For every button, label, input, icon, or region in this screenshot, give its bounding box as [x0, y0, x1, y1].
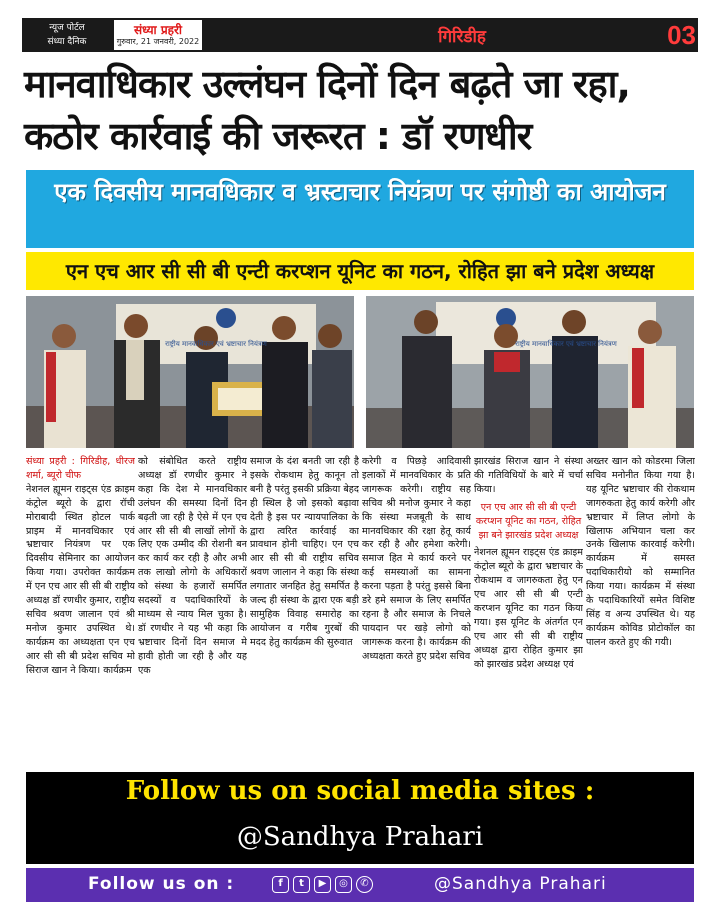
article-text: अख्तर खान को कोडरमा जिला सचिव मनोनीत किया गया है। यह यूनिट भ्रष्टाचार की रोकथाम जागरुकता हेतु कार्य करेगी और भ्रष्टाचार में लिप्त लोगो के खिलाफ अभियान चला कर उनके खिलाफ कारवाई करेगी। कार्यक्रम में समस्त पदाधिकारीयो को सम्मानित किया गया। कार्यक्रम में संस्था के पदाधिकारियों समेत विशिष्ट सिंह व अन्य उपस्थित थे। यह कार्यक्रम कोविड प्रोटोकॉल का पालन करते हुए की गयी। — [586, 456, 695, 648]
issue-date: गुरुवार, 21 जनवरी, 2022 — [116, 37, 200, 46]
article-body — [26, 455, 694, 767]
youtube-icon[interactable]: ▶ — [314, 876, 331, 893]
article-column-5 — [474, 455, 583, 767]
article-text: को संबोधित करते राष्ट्रीय अध्यक्ष डॉ रणधीर कुमार ने कहा कि देश मे मानवधिकार उलंघन की समस्या दिनों दिन बढ़ती जा रही है ऐसे में एन एच आर सी सी बी लाखों लोगों के लिए एक उम्मीद की रोशनी बन कर कार्य कर रही है और अभी तक लाखो लोगो के अधिकारों को संस्था के हजारों समर्पित सदस्यों व पदाधिकारियों के माध्यम से न्याय मिल चुका है। डॉ रणधीर ने यह भी कहा कि भ्रष्टाचार दिनों दिन समाज मे हावी होती जा रही है और यह एक — [138, 456, 247, 676]
instagram-icon[interactable]: ◎ — [335, 876, 352, 893]
photo-left-banner: राष्ट्रीय मानवाधिकार एवं भ्रष्टाचार नियंत्रण — [165, 340, 267, 348]
article-column-3 — [250, 455, 359, 767]
article-column-6 — [586, 455, 695, 767]
subhead-blue-text: एक दिवसीय मानवधिकार व भ्रस्टाचार नियंत्रण पर संगोष्ठी का आयोजन — [54, 178, 666, 206]
whatsapp-icon[interactable]: ✆ — [356, 876, 373, 893]
headline: मानवाधिकार उल्लंघन दिनों दिन बढ़ते जा रहा, कठोर कार्रवाई की जरूरत : डॉ रणधीर — [24, 62, 630, 158]
photo-left-illustration — [26, 296, 354, 448]
article-text: नेशनल ह्यूमन राइट्स एंड क्राइम कंट्रोल ब्यूरो के द्वारा रॉची मोराबादी स्थित होटल पार्क प्राइम में मानवधिकार एवं भ्रष्टाचार नियंत्रण पर एक दिवसीय सेमिनार का आयोजन किया गया। उपरोक्त कार्यक्रम में एन एच आर सी सी बी राष्ट्रीय अध्यक्ष डॉ रणधीर कुमार, राष्ट्रीय सचिव श्रवण जालान एवं श्री मनोज कुमार उपस्थित थे। कार्यक्रम का अध्यक्षता एन एच आर सी सी बी प्रदेश सचिव मो सिराज खान ने किया। कार्यक्रम — [26, 483, 135, 676]
article-text: समाज के दंश बनती जा रही है इसके रोकथाम हेतु कानून तो बनी है परंतु इसकी प्रक्रिया बेहद ही स्थिल है जो इसको बढ़ावा देती है इस पर न्यायपालिका के द्वारा त्वरित कार्रवाई का प्रावधान होनी चाहिए। एन एच आर सी सी बी राष्ट्रीय सचिव श्रवण जालान ने कहा कि संस्था लगातार जनहित हेतु समर्पित है जल्द ही संस्था के द्वारा एक बड़ी सामुहिक विवाह समारोह का आयोजन व गरीब गुरबों की मदद हेतु कार्यक्रम की सुरुवात — [250, 456, 359, 648]
subhead-yellow-band — [26, 252, 694, 290]
masthead — [22, 18, 698, 52]
social-banner-title: Follow us on social media sites : — [125, 776, 595, 806]
page-number: 03 — [667, 20, 696, 50]
photo-right-illustration — [366, 296, 694, 448]
social-banner — [26, 772, 694, 864]
photo-right-banner: राष्ट्रीय मानवाधिकार एवं भ्रष्टाचार नियंत्रण — [515, 340, 617, 348]
article-highlight: एन एच आर सी सी बी एन्टी करप्शन यूनिट का गठन, रोहित झा बने झारखंड प्रदेश अध्यक्ष — [475, 501, 582, 541]
facebook-icon[interactable]: f — [272, 876, 289, 893]
follow-label: Follow us on : — [88, 874, 235, 894]
tagline-top: न्यूज पोर्टल — [49, 23, 85, 33]
tagline-bottom: संध्या दैनिक — [47, 37, 87, 47]
follow-handle[interactable]: @Sandhya Prahari — [434, 874, 607, 894]
follow-bar — [26, 868, 694, 902]
article-column-2 — [138, 455, 247, 767]
byline: संध्या प्रहरी : गिरिडीह, धीरज शर्मा, ब्यूरो चीफ — [26, 456, 135, 481]
brand-box — [114, 20, 202, 50]
article-text: करेगी व पिछड़े आदिवासी इलाकों में मानवधिकार के प्रति जागरूक करेगी। राष्ट्रीय सह सचिव श्री मनोज कुमार ने कहा कि संस्था मजबूती के साथ मानवधिकार की रक्षा हेतू कार्य कर रही है और हमेशा करेगी। समाज हित मे कार्य करने पर कई समस्याओं का सामना करना पड़ता है परंतु इससे बिना डरे हमे समाज के लिए समर्पित रहना है और समाज के निचले पायदान पर खड़े लोगो को जागरूक करना है। कार्यक्रम की अध्यक्षता करते हुए प्रदेश सचिव — [362, 456, 471, 662]
article-text: झारखंड सिराज खान ने संस्था की गतिविधियों के बारे में चर्चा किया। — [474, 456, 583, 495]
social-banner-handle[interactable]: @Sandhya Prahari — [236, 822, 484, 852]
brand-name: संध्या प्रहरी — [133, 23, 183, 37]
subhead-blue-band — [26, 170, 694, 248]
section-name: गिरिडीह — [438, 27, 486, 47]
article-text: नेशनल ह्यूमन राइट्स एंड क्राइम कंट्रोल ब्यूरो के द्वारा भ्रष्टाचार के रोकथाम व जागरुकता हेतु एन एच आर सी सी बी एन्टी करप्शन यूनिट का गठन किया गया। इस यूनिट के अंतर्गत एन एच आर सी सी बी राष्ट्रीय अध्यक्ष द्वारा रोहित कुमार झा को झारखंड प्रदेश अध्यक्ष एवं — [474, 547, 583, 670]
photo-right — [366, 296, 694, 448]
masthead-taglines — [22, 18, 112, 52]
subhead-yellow-text: एन एच आर सी सी बी एन्टी करप्शन यूनिट का गठन, रोहित झा बने प्रदेश अध्यक्ष — [65, 259, 655, 283]
article-column-1 — [26, 455, 135, 767]
article-column-4 — [362, 455, 471, 767]
photo-left — [26, 296, 354, 448]
twitter-icon[interactable]: t — [293, 876, 310, 893]
